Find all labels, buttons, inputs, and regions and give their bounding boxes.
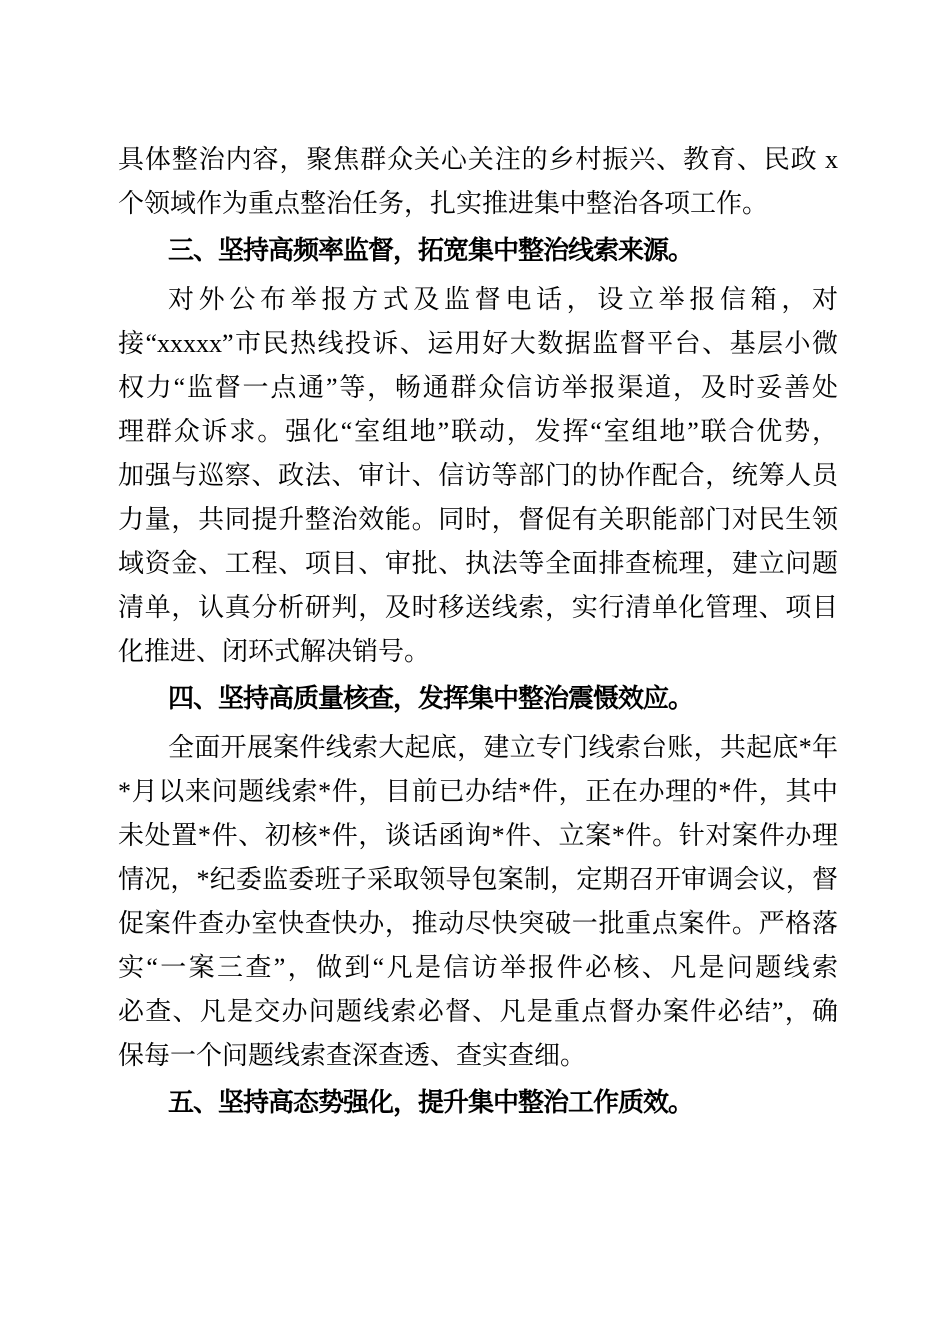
body-text-line: 力量，共同提升整治效能。同时，督促有关职能部门对民生领 bbox=[118, 505, 838, 534]
body-text-line: 对外公布举报方式及监督电话，设立举报信箱，对 bbox=[168, 285, 838, 314]
body-text-line: 域资金、工程、项目、审批、执法等全面排查梳理，建立问题 bbox=[118, 549, 838, 578]
body-text-line: 必查、凡是交办问题线索必督、凡是重点督办案件必结”，确 bbox=[118, 997, 838, 1026]
body-text-line: 权力“监督一点通”等，畅通群众信访举报渠道，及时妥善处 bbox=[118, 373, 838, 402]
body-text-line: 全面开展案件线索大起底，建立专门线索台账，共起底*年 bbox=[168, 733, 838, 762]
body-text-line: 情况，*纪委监委班子采取领导包案制，定期召开审调会议，督 bbox=[118, 865, 838, 894]
body-text-line: 清单，认真分析研判，及时移送线索，实行清单化管理、项目 bbox=[118, 593, 838, 622]
body-text-line: 实“一案三查”，做到“凡是信访举报件必核、凡是问题线索 bbox=[118, 953, 838, 982]
body-text-line: 促案件查办室快查快办，推动尽快突破一批重点案件。严格落 bbox=[118, 909, 838, 938]
body-text-line: 保每一个问题线索查深查透、查实查细。 bbox=[118, 1041, 587, 1070]
section-heading: 五、坚持高态势强化，提升集中整治工作质效。 bbox=[168, 1087, 694, 1117]
body-text-line: 加强与巡察、政法、审计、信访等部门的协作配合，统筹人员 bbox=[118, 461, 838, 490]
body-text-line: 未处置*件、初核*件，谈话函询*件、立案*件。针对案件办理 bbox=[118, 821, 838, 850]
body-text-line: 具体整治内容，聚焦群众关心关注的乡村振兴、教育、民政 x bbox=[118, 145, 838, 174]
section-heading: 三、坚持高频率监督，拓宽集中整治线索来源。 bbox=[168, 235, 694, 265]
body-text-line: 接“xxxxx”市民热线投诉、运用好大数据监督平台、基层小微 bbox=[118, 329, 838, 358]
section-heading: 四、坚持高质量核查，发挥集中整治震慑效应。 bbox=[168, 683, 694, 713]
body-text-line: *月以来问题线索*件，目前已办结*件，正在办理的*件，其中 bbox=[118, 777, 838, 806]
body-text-line: 化推进、闭环式解决销号。 bbox=[118, 637, 431, 666]
body-text-line: 理群众诉求。强化“室组地”联动，发挥“室组地”联合优势， bbox=[118, 417, 838, 446]
document-body bbox=[118, 138, 838, 1130]
body-text-line: 个领域作为重点整治任务，扎实推进集中整治各项工作。 bbox=[118, 189, 769, 218]
